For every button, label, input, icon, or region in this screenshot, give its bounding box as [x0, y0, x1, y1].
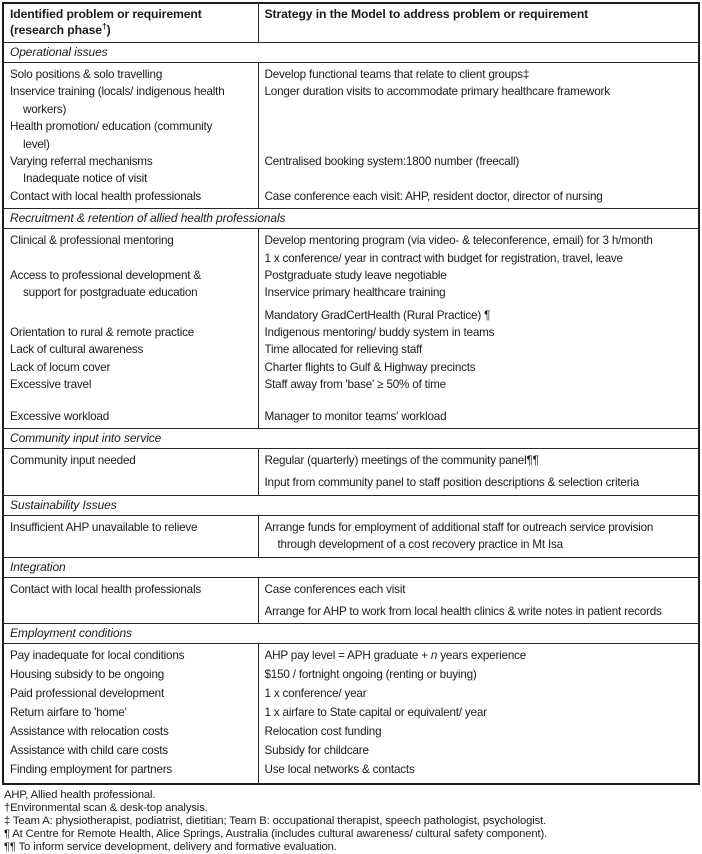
section-body-0 [3, 63, 699, 209]
problem-line [10, 536, 258, 553]
section-header-2 [3, 429, 699, 449]
problem-line: Excessive workload [10, 409, 110, 423]
section-body-3 [3, 515, 699, 557]
footnote: ¶¶ To inform service development, delivery and formative evaluation. [4, 840, 337, 853]
problem-line: Contact with local health professionals [10, 189, 201, 203]
problem-line: Access to professional development & [10, 268, 201, 282]
strategy-cell [258, 63, 699, 209]
column-header-strategy: Strategy in the Model to address problem or requirement [258, 3, 699, 43]
footnote: ¶ At Centre for Remote Health, Alice Springs, Australia (includes cultural awareness/ cultural safety component). [4, 827, 548, 840]
problem-line: Clinical & professional mentoring [10, 234, 174, 248]
strategy-line: Indigenous mentoring/ buddy system in teams [264, 326, 495, 340]
section-header-3 [3, 495, 699, 515]
problem-line: Assistance with relocation costs [10, 724, 169, 738]
problem-line [10, 250, 258, 267]
problem-line: Inadequate notice of visit [23, 172, 148, 186]
problem-line [10, 603, 258, 620]
strategy-line [265, 118, 699, 135]
section-header-5 [3, 624, 699, 644]
strategy-line: 1 x conference/ year [264, 687, 367, 701]
problem-line: Lack of locum cover [10, 360, 111, 374]
strategy-line: through development of a cost recovery practice in Mt Isa [277, 538, 563, 552]
problem-line: Finding employment for partners [10, 762, 173, 776]
problem-line [10, 307, 258, 324]
strategy-line: Staff away from 'base' ≥ 50% of time [264, 378, 446, 392]
footnote: †Environmental scan & desk-top analysis. [4, 801, 208, 814]
problem-line: Housing subsidy to be ongoing [10, 668, 165, 682]
strategy-line [265, 136, 699, 153]
strategy-line: Inservice primary healthcare training [264, 286, 446, 300]
problem-cell [3, 644, 258, 784]
section-header-0 [3, 43, 699, 63]
section-title: Operational issues [3, 43, 699, 63]
strategy-cell [258, 449, 699, 496]
problem-line: Assistance with child care costs [10, 743, 168, 757]
strategy-line: $150 / fortnight ongoing (renting or buying) [264, 668, 477, 682]
problem-line: Return airfare to 'home' [10, 706, 127, 720]
strategy-line: Case conferences each visit [264, 582, 406, 596]
problem-strategy-table [2, 2, 700, 785]
strategy-line: Longer duration visits to accommodate primary healthcare framework [264, 85, 610, 99]
strategy-line: Use local networks & contacts [264, 762, 415, 776]
strategy-line [265, 170, 699, 187]
problem-line: Contact with local health professionals [10, 582, 201, 596]
strategy-line: AHP pay level = APH graduate + n years experience [264, 649, 527, 663]
problem-line: Excessive travel [10, 378, 92, 392]
problem-cell [3, 515, 258, 557]
table-header-row [3, 3, 699, 43]
section-header-4 [3, 557, 699, 577]
section-title: Employment conditions [3, 624, 699, 644]
problem-line [10, 474, 258, 491]
problem-cell [3, 229, 258, 429]
column-header-problem: Identified problem or requirement (research phase†) [3, 3, 258, 43]
footnote: ‡ Team A: physiotherapist, podiatrist, dietitian; Team B: occupational therapist, speech pathologist, psychologist. [4, 814, 547, 827]
problem-line: Solo positions & solo travelling [10, 68, 163, 81]
strategy-line: Postgraduate study leave negotiable [264, 268, 447, 282]
strategy-line: Develop functional teams that relate to client groups‡ [264, 68, 530, 81]
strategy-line: 1 x conference/ year in contract with budget for registration, travel, leave [264, 251, 623, 265]
strategy-line: Case conference each visit: AHP, resident doctor, director of nursing [264, 189, 603, 203]
section-body-1 [3, 229, 699, 429]
strategy-line: Relocation cost funding [264, 724, 382, 738]
problem-cell [3, 63, 258, 209]
strategy-cell [258, 515, 699, 557]
footnote: AHP, Allied health professional. [4, 788, 156, 801]
problem-line: Paid professional development [10, 687, 165, 701]
problem-line: Insufficient AHP unavailable to relieve [10, 520, 198, 534]
section-body-2 [3, 449, 699, 496]
problem-line: workers) [23, 102, 67, 116]
problem-line: Inservice training (locals/ indigenous health [10, 85, 225, 99]
section-header-1 [3, 209, 699, 229]
section-body-5 [3, 644, 699, 784]
strategy-line: Develop mentoring program (via video- & teleconference, email) for 3 h/month [264, 234, 653, 248]
strategy-line: Arrange funds for employment of additional staff for outreach service provision [264, 520, 654, 534]
problem-line: Pay inadequate for local conditions [10, 649, 185, 663]
strategy-line: Charter flights to Gulf & Highway precincts [264, 360, 476, 374]
table-footnotes [2, 785, 700, 854]
problem-cell [3, 449, 258, 496]
strategy-cell [258, 229, 699, 429]
strategy-line: 1 x airfare to State capital or equivalent/ year [264, 706, 487, 720]
strategy-line: Time allocated for relieving staff [264, 343, 423, 357]
section-title: Community input into service [3, 429, 699, 449]
strategy-line: Mandatory GradCertHealth (Rural Practice) ¶ [264, 308, 491, 322]
problem-line: level) [23, 137, 50, 151]
strategy-line [265, 101, 699, 118]
problem-line: Varying referral mechanisms [10, 154, 153, 168]
section-title: Recruitment & retention of allied health professionals [3, 209, 699, 229]
problem-line: Health promotion/ education (community [10, 120, 213, 134]
problem-line: Orientation to rural & remote practice [10, 326, 195, 340]
strategy-line: Regular (quarterly) meetings of the community panel¶¶ [264, 454, 539, 468]
strategy-line: Arrange for AHP to work from local health clinics & write notes in patient records [264, 604, 662, 618]
strategy-cell [258, 577, 699, 624]
strategy-line: Subsidy for childcare [264, 743, 369, 757]
strategy-line: Centralised booking system:1800 number (freecall) [264, 154, 520, 168]
strategy-line: Input from community panel to staff position descriptions & selection criteria [264, 476, 640, 490]
problem-line: Community input needed [10, 454, 136, 468]
section-title: Sustainability Issues [3, 495, 699, 515]
strategy-cell [258, 644, 699, 784]
section-title: Integration [3, 557, 699, 577]
section-body-4 [3, 577, 699, 624]
strategy-line: Manager to monitor teams' workload [264, 409, 447, 423]
problem-line: Lack of cultural awareness [10, 343, 144, 357]
problem-line: support for postgraduate education [23, 286, 198, 300]
problem-cell [3, 577, 258, 624]
